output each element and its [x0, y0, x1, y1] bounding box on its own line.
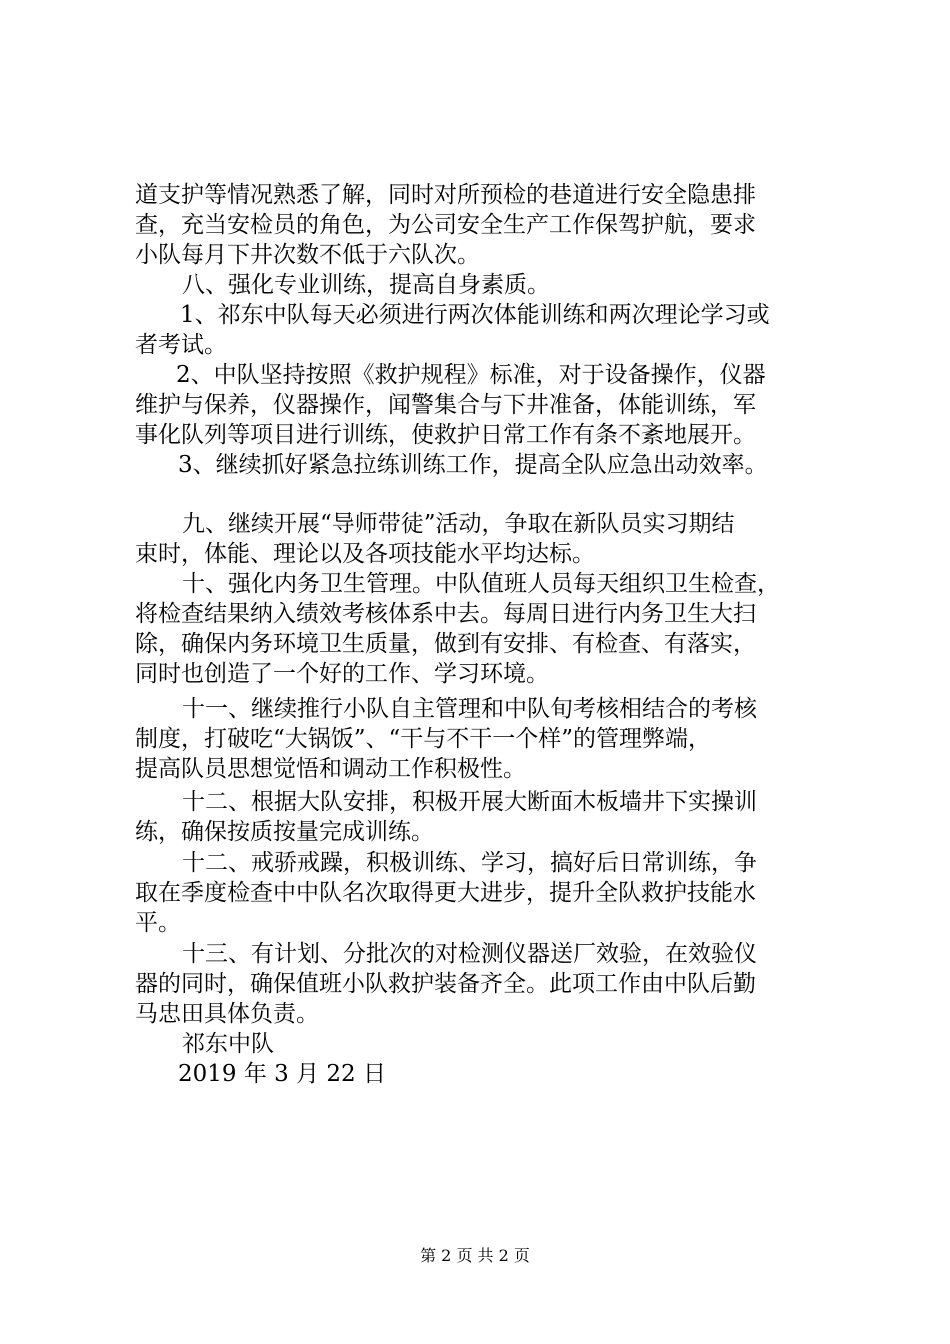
body-line: 十、强化内务卫生管理。中队值班人员每天组织卫生检查，	[182, 571, 780, 597]
signature-date: 2019 年 3 月 22 日	[178, 1061, 386, 1087]
page-footer: 第 2 页 共 2 页	[420, 1246, 530, 1265]
body-line: 小队每月下井次数不低于六队次。	[135, 242, 480, 268]
body-line: 练，确保按质按量完成训练。	[135, 819, 434, 845]
body-line: 取在季度检查中中队名次取得更大进步，提升全队救护技能水	[135, 880, 756, 906]
body-line: 十三、有计划、分批次的对检测仪器送厂效验，在效验仪	[182, 941, 757, 967]
body-line: 十一、继续推行小队自主管理和中队旬考核相结合的考核	[182, 696, 757, 722]
body-line: 查，充当安检员的角色，为公司安全生产工作保驾护航，要求	[135, 212, 756, 238]
body-line: 道支护等情况熟悉了解，同时对所预检的巷道进行安全隐患排	[135, 182, 756, 208]
body-line: 十二、根据大队安排，积极开展大断面木板墙井下实操训	[182, 789, 757, 815]
signature-org: 祁东中队	[182, 1031, 274, 1057]
body-line: 器的同时，确保值班小队救护装备齐全。此项工作由中队后勤	[135, 971, 756, 997]
body-line: 维护与保养，仪器操作，闻警集合与下井准备，体能训练，军	[135, 392, 756, 418]
body-line: 九、继续开展“导师带徒”活动，争取在新队员实习期结	[182, 511, 735, 537]
body-line: 同时也创造了一个好的工作、学习环境。	[135, 661, 549, 687]
body-line: 马忠田具体负责。	[135, 1001, 319, 1027]
body-line: 事化队列等项目进行训练，使救护日常工作有条不紊地展开。	[135, 422, 756, 448]
body-line: 2、中队坚持按照《救护规程》标准，对于设备操作，仪器	[176, 362, 766, 388]
section-heading: 八、强化专业训练，提高自身素质。	[182, 272, 550, 298]
body-line: 制度，打破吃“大锅饭”、“干与不干一个样”的管理弊端，	[135, 726, 712, 752]
body-line: 除，确保内务环境卫生质量，做到有安排、有检查、有落实，	[135, 631, 756, 657]
body-line: 3、继续抓好紧急拉练训练工作，提高全队应急出动效率。	[178, 452, 768, 478]
body-line: 者考试。	[135, 332, 227, 358]
body-line: 提高队员思想觉悟和调动工作积极性。	[135, 756, 526, 782]
body-line: 十二、戒骄戒躁，积极训练、学习，搞好后日常训练，争	[182, 850, 757, 876]
body-line: 将检查结果纳入绩效考核体系中去。每周日进行内务卫生大扫	[135, 601, 756, 627]
body-line: 1、祁东中队每天必须进行两次体能训练和两次理论学习或	[180, 302, 770, 328]
body-line: 平。	[135, 910, 181, 936]
body-line: 束时，体能、理论以及各项技能水平均达标。	[135, 541, 595, 567]
